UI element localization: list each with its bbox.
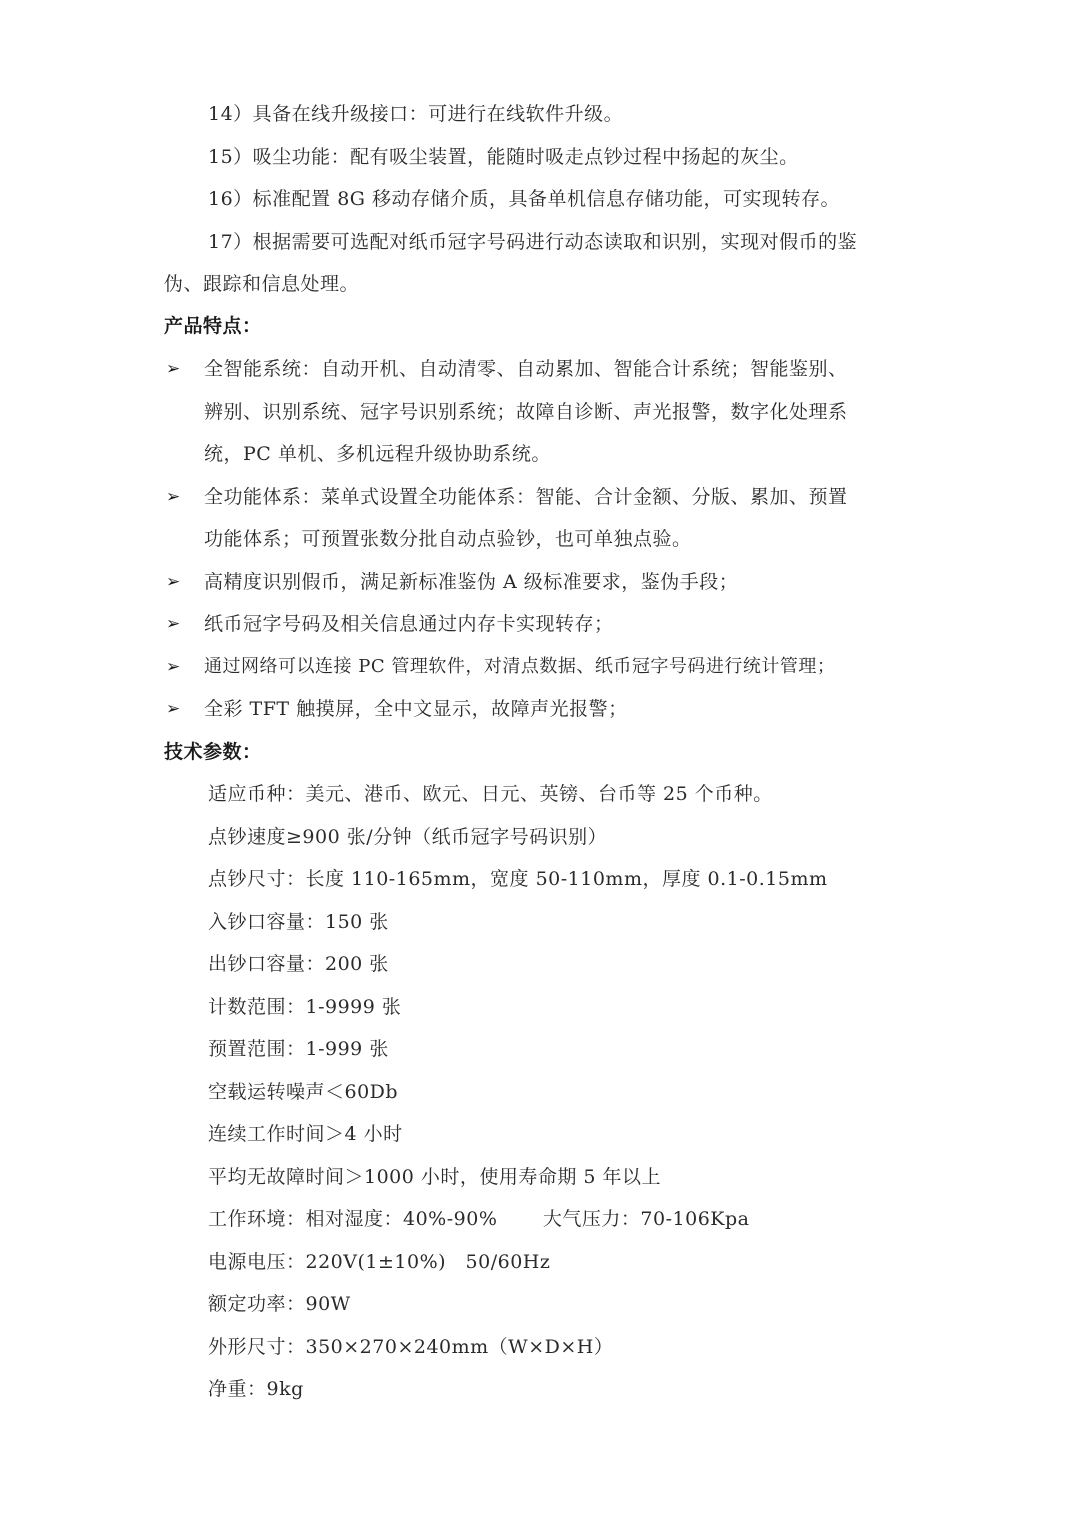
- feature-2-line-1: 全功能体系：菜单式设置全功能体系：智能、合计金额、分版、累加、预置: [204, 486, 848, 508]
- spec-input-capacity: 入钞口容量：150 张: [208, 911, 389, 933]
- spec-net-weight: 净重：9kg: [208, 1378, 304, 1400]
- spec-preset-range: 预置范围：1-999 张: [208, 1038, 389, 1060]
- bullet-icon: ➢: [166, 359, 181, 379]
- bullet-icon: ➢: [166, 572, 181, 592]
- spec-dimensions: 外形尺寸：350×270×240mm（W×D×H）: [208, 1336, 614, 1358]
- spec-rated-power: 额定功率：90W: [208, 1293, 351, 1315]
- bullet-icon: ➢: [166, 699, 181, 719]
- spec-noise: 空载运转噪声＜60Db: [208, 1081, 399, 1103]
- spec-mtbf: 平均无故障时间＞1000 小时，使用寿命期 5 年以上: [208, 1166, 662, 1188]
- feature-3-line-1: 高精度识别假币，满足新标准鉴伪 A 级标准要求，鉴伪手段；: [204, 571, 739, 593]
- spec-count-range: 计数范围：1-9999 张: [208, 996, 402, 1018]
- spec-continuous-work: 连续工作时间＞4 小时: [208, 1123, 403, 1145]
- features-heading: 产品特点：: [164, 315, 262, 337]
- feature-1-line-3: 统，PC 单机、多机远程升级协助系统。: [204, 443, 551, 465]
- spec-power-voltage: 电源电压：220V(1±10%) 50/60Hz: [208, 1251, 551, 1273]
- bullet-icon: ➢: [166, 614, 181, 634]
- feature-1-line-2: 辨别、识别系统、冠字号识别系统；故障自诊断、声光报警，数字化处理系: [204, 401, 848, 423]
- spec-note-size: 点钞尺寸：长度 110-165mm，宽度 50-110mm，厚度 0.1-0.15mm: [208, 868, 828, 890]
- numbered-item-15: 15）吸尘功能：配有吸尘装置，能随时吸走点钞过程中扬起的灰尘。: [208, 146, 799, 168]
- feature-4-line-1: 纸币冠字号码及相关信息通过内存卡实现转存；: [204, 613, 614, 635]
- numbered-item-17-cont: 伪、跟踪和信息处理。: [164, 273, 360, 295]
- specs-heading: 技术参数：: [164, 741, 262, 763]
- spec-environment: 工作环境：相对湿度：40%-90% 大气压力：70-106Kpa: [208, 1208, 750, 1230]
- spec-output-capacity: 出钞口容量：200 张: [208, 953, 389, 975]
- feature-2-line-2: 功能体系；可预置张数分批自动点验钞，也可单独点验。: [204, 528, 692, 550]
- feature-5-line-1: 通过网络可以连接 PC 管理软件，对清点数据、纸币冠字号码进行统计管理；: [204, 656, 836, 677]
- numbered-item-16: 16）标准配置 8G 移动存储介质，具备单机信息存储功能，可实现转存。: [208, 188, 841, 210]
- numbered-item-14: 14）具备在线升级接口：可进行在线软件升级。: [208, 103, 624, 125]
- feature-1-line-1: 全智能系统：自动开机、自动清零、自动累加、智能合计系统；智能鉴别、: [204, 358, 848, 380]
- bullet-icon: ➢: [166, 657, 181, 677]
- spec-speed: 点钞速度≥900 张/分钟（纸币冠字号码识别）: [208, 826, 608, 848]
- numbered-item-17: 17）根据需要可选配对纸币冠字号码进行动态读取和识别，实现对假币的鉴: [208, 231, 858, 253]
- bullet-icon: ➢: [166, 487, 181, 507]
- feature-6-line-1: 全彩 TFT 触摸屏，全中文显示，故障声光报警；: [204, 698, 628, 720]
- spec-currency: 适应币种：美元、港币、欧元、日元、英镑、台币等 25 个币种。: [208, 783, 773, 805]
